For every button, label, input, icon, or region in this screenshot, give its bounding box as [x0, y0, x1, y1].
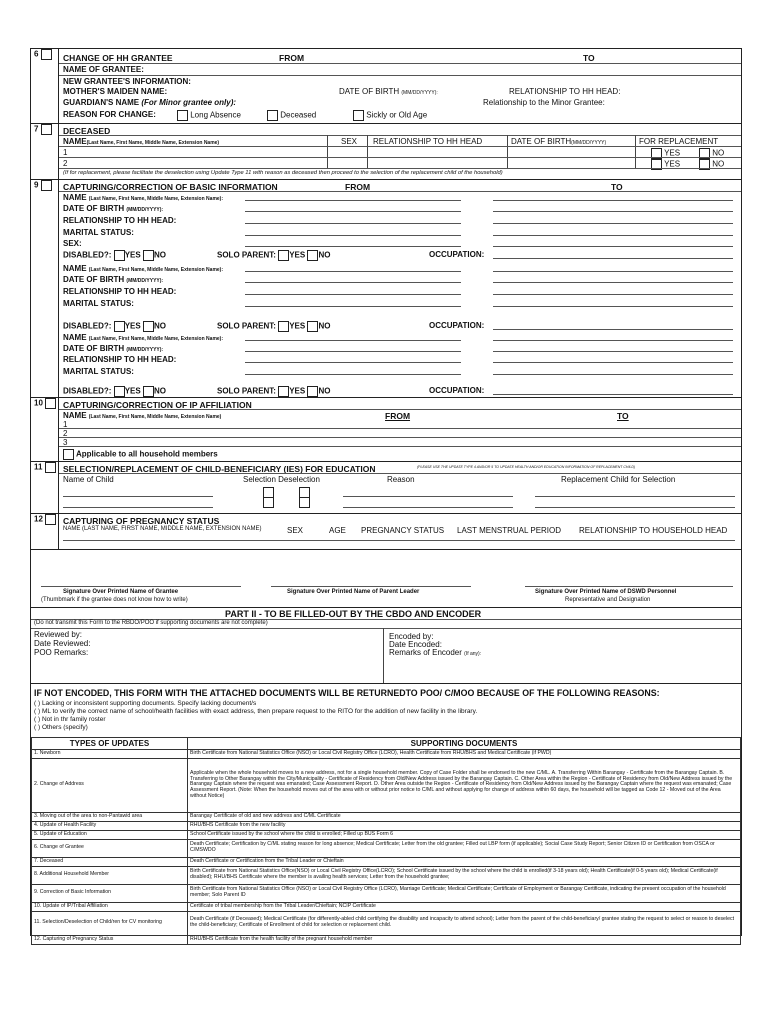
dswd-designation-label: Representative and Designation [565, 597, 651, 603]
return-reason-2[interactable]: ( ) ML to verify the correct name of school/health facilities with exact address, then prepare request to the RITO for the addition of new facility in the library. [34, 708, 478, 715]
sickly-option[interactable]: Sickly or Old Age [353, 110, 427, 121]
marital-label: MARITAL STATUS: [63, 228, 134, 237]
from-label: FROM [345, 182, 371, 192]
to-label: TO [617, 411, 629, 421]
section-title: CAPTURING OF PREGNANCY STATUS [63, 516, 220, 526]
name-label: NAME (Last Name, First Name, Middle Name, Extension Name): [63, 333, 223, 342]
section-9-checkbox[interactable] [41, 180, 52, 191]
return-reason-4[interactable]: ( ) Others (specify) [34, 724, 88, 731]
dob-label: DATE OF BIRTH (MM/DD/YYYY): [63, 204, 164, 213]
rel-label: RELATIONSHIP TO HH HEAD: [63, 355, 177, 364]
part-2-note: (Do not transmit this Form to the RBDO/POO if supporting documents are not complete) [34, 620, 268, 626]
section-11 [31, 461, 741, 514]
rel-label: RELATIONSHIP TO HH HEAD: [63, 287, 177, 296]
replace-no-2[interactable]: NO [699, 159, 724, 170]
documents-header: SUPPORTING DOCUMENTS [188, 738, 741, 750]
section-number: 6 [31, 49, 59, 123]
solo-parent-label: SOLO PARENT: YES NO [217, 321, 331, 331]
row-2: 2 [63, 429, 68, 438]
replace-yes-2[interactable]: YES [651, 159, 680, 170]
deselection-checkbox[interactable] [299, 497, 310, 508]
return-reason-3[interactable]: ( ) Not in thr family roster [34, 716, 106, 723]
age-header: AGE [329, 526, 346, 535]
section-note: (PLEASE USE THE UPDATE TYPE 4 AND/OR 5 TO UPDATE HEALTH AND/OR EDUCATION INFORMATION OF REPLACEMENT CHILD) [417, 465, 636, 469]
rel-header: RELATIONSHIP TO HH HEAD [373, 137, 483, 146]
disabled-label: DISABLED?: YES NO [63, 386, 166, 396]
table-row: 10. Update of IP/Tribal Affiliation Certificate of tribal membership from the Tribal Leader/Chieftain; NCIP Certificate [32, 902, 741, 911]
table-row: 9. Correction of Basic Information Birth Certificate from National Statistics Office (NSO) or Local Civil Registry Office (LCRO), Marriage Certificate; Medical Certificate; Certificate of Employment or Barangay Certificate, indicating the present occupation of the household member; Solo Parent ID [32, 884, 741, 902]
section-number: 9 [31, 180, 59, 398]
section-11-checkbox[interactable] [45, 462, 56, 473]
section-12 [31, 513, 741, 550]
grantee-thumbmark-note: (Thumbmark if the grantee does not know how to write) [41, 597, 188, 603]
name-label: NAME (Last Name, First Name, Middle Name, Extension Name) [63, 411, 222, 420]
dob-header: DATE OF BIRTH(MM/DD/YYYY) [511, 137, 607, 146]
rel-minor-label: Relationship to the Minor Grantee: [483, 98, 605, 107]
name-of-grantee-label: NAME OF GRANTEE: [63, 65, 144, 74]
section-title: DECEASED [63, 126, 111, 136]
supporting-documents-table [31, 737, 741, 945]
selection-header: Selection Deselection [243, 475, 320, 484]
guardian-label: GUARDIAN'S NAME (For Minor grantee only): [63, 98, 237, 107]
from-label: FROM [279, 53, 305, 63]
signature-area [31, 549, 741, 608]
replacement-header: FOR REPLACEMENT [639, 137, 719, 146]
section-10-checkbox[interactable] [45, 398, 56, 409]
grantee-signature-label: Signature Over Printed Name of Grantee [63, 589, 179, 595]
reason-header: Reason [387, 475, 415, 484]
return-reason-1[interactable]: ( ) Lacking or inconsistent supporting documents. Specify lacking document/s [34, 700, 257, 707]
row-2: 2 [63, 159, 68, 168]
row-1: 1 [63, 148, 68, 157]
row-1: 1 [63, 420, 68, 429]
reviewed-by-label: Reviewed by: [34, 630, 83, 639]
dob-label: DATE OF BIRTH (MM/DD/YYYY): [63, 275, 164, 284]
occupation-label: OCCUPATION: [429, 321, 485, 330]
rel-hh-label: RELATIONSHIP TO HH HEAD: [509, 87, 621, 96]
table-row: 2. Change of Address Applicable when the whole household moves to a new address, not for a single household member. Copy of Case Folder shall be endorsed to the new C/ML. A. Transferring Within Barangay - Certificate from the Barangay Captain. B. Transferring to Other Barangay within the City/Municipality - Certificate of Residency from Old/New Address issued by the Barangay Captain. C. Other Area within the Region - Certificate of Residency from Old/New Address issued by the Barangay Captain where the request was emanated; Case Assessment Report. D. Other Area outside the Region - Certificate of Residency from Old/New Address issued by the Barangay Captain where the request was emanated; Case Assessment Report. (Note: When the household moves out of the area with or without prior notice to C/ML and without applying for change of address within 60 days, the household will be tagged as Code 12 - Moved out of the Area without Notice) [32, 758, 741, 812]
table-row: 12. Capturing of Pregnancy Status RHU/BHS Certificate from the health facility of the pregnant household member [32, 935, 741, 944]
section-number: 7 [31, 124, 59, 180]
remarks-encoder-label: Remarks of Encoder (If any): [389, 648, 482, 657]
marital-label: MARITAL STATUS: [63, 299, 134, 308]
section-title: CAPTURING/CORRECTION OF BASIC INFORMATION [63, 182, 278, 192]
name-label: NAME (Last Name, First Name, Middle Name, Extension Name): [63, 264, 223, 273]
to-label: TO [583, 53, 595, 63]
long-absence-option[interactable]: Long Absence [177, 110, 241, 121]
section-6-checkbox[interactable] [41, 49, 52, 60]
return-reasons [31, 683, 741, 738]
solo-parent-label: SOLO PARENT: YES NO [217, 250, 331, 260]
section-number: 10 [31, 398, 59, 462]
date-encoded-label: Date Encoded: [389, 640, 442, 649]
row-3: 3 [63, 438, 68, 447]
types-header: TYPES OF UPDATES [32, 738, 188, 750]
section-title: SELECTION/REPLACEMENT OF CHILD-BENEFICIARY (IES) FOR EDUCATION [63, 464, 376, 474]
section-10 [31, 397, 741, 462]
replacement-note: (If for replacement, please facilitate the deselection using Update Type 11 with reason as deceased then proceed to the selection of the replacement child of the household) [63, 170, 503, 176]
dswd-signature-label: Signature Over Printed Name of DSWD Personnel [535, 589, 677, 595]
poo-remarks-label: POO Remarks: [34, 648, 89, 657]
dob-label: DATE OF BIRTH (MM/DD/YYYY): [63, 344, 164, 353]
table-row: 1. Newborn Birth Certificate from National Statistics Office (NSO) or Local Civil Registry Office (LCRO), Health Certificate from RHU/BHS and Medical Certificate (if PWD) [32, 750, 741, 759]
update-form-page [30, 48, 742, 942]
name-header: NAME(Last Name, First Name, Middle Name, Extension Name) [63, 137, 220, 146]
disabled-label: DISABLED?: YES NO [63, 321, 166, 331]
part-2 [31, 607, 741, 684]
dob-label: DATE OF BIRTH (MM/DD/YYYY): [339, 87, 438, 96]
replace-no-1[interactable]: NO [699, 148, 724, 159]
sex-label: SEX: [63, 239, 82, 248]
marital-label: MARITAL STATUS: [63, 367, 134, 376]
replacement-header: Replacement Child for Selection [561, 475, 676, 484]
selection-checkbox[interactable] [263, 497, 274, 508]
table-row: 3. Moving out of the area to non-Pantawid area Barangay Certificate of old and new address and C/ML Certificate [32, 812, 741, 821]
to-label: TO [611, 182, 623, 192]
table-row: 6. Change of Grantee Death Certificate; Certification by C/ML stating reason for long absence; Medical Certificate; Letter from the old grantee; Filled out LBP form (if applicable); Social Case Study Report; Senior Citizen ID or Certification from OSCA or C/MSWDO [32, 839, 741, 857]
section-7 [31, 123, 741, 180]
sex-header: SEX [341, 137, 358, 146]
table-row: 8. Additional Household Member Birth Certificate from National Statistics Office(NSO) or Local Civil Registry Office(LCRO); School Certificate issued by the school where the child is enrolled(if 3-18 years old); Health Certificate(if 0-5 years old); Medical Certificate(if disabled); RHU/BHS Certificate where the member is availing health services; Letter from the household grantee; [32, 866, 741, 884]
disabled-label: DISABLED?: YES NO [63, 250, 166, 260]
rel-label: RELATIONSHIP TO HH HEAD: [63, 216, 177, 225]
section-title: CAPTURING/CORRECTION OF IP AFFILIATION [63, 400, 252, 410]
from-label: FROM [385, 411, 411, 421]
section-7-checkbox[interactable] [41, 124, 52, 135]
section-12-checkbox[interactable] [45, 514, 56, 525]
table-header-row [32, 738, 741, 750]
section-6 [31, 49, 741, 123]
sex-header: SEX [287, 526, 304, 535]
lmp-header: LAST MENSTRUAL PERIOD [457, 526, 562, 535]
name-label: NAME (Last Name, First Name, Middle Name, Extension Name): [63, 193, 223, 202]
leader-signature-label: Signature Over Printed Name of Parent Leader [287, 589, 420, 595]
occupation-label: OCCUPATION: [429, 250, 485, 259]
rel-header: RELATIONSHIP TO HOUSEHOLD HEAD [579, 526, 728, 535]
table-row: 4. Update of Health Facility RHU/BHS Certificate from the new facility [32, 821, 741, 830]
name-header: NAME (LAST NAME, FIRST NAME, MIDDLE NAME, EXTENSION NAME) [63, 526, 262, 532]
table-row: 11. Selection/Deselection of Child/ren for CV monitoring Death Certificate (if Deceased); Medical Certificate (for differently-abled child certifying the disability and incapacity to attend school); Letter from the parent of the child-beneficiary/ grantee stating the request to select or reason to deselect the child-beneficiary; Certificate of Enrollment of child for selection or replacement child. [32, 911, 741, 935]
pregnancy-header: PREGNANCY STATUS [361, 526, 445, 535]
part-2-title: PART II - TO BE FILLED-OUT BY THE CBDO AND ENCODER [225, 609, 482, 619]
replace-yes-1[interactable]: YES [651, 148, 680, 159]
reason-label: REASON FOR CHANGE: [63, 110, 156, 119]
occupation-label: OCCUPATION: [429, 386, 485, 395]
section-9 [31, 179, 741, 398]
table-row: 7. Deceased Death Certificate or Certification from the Tribal Leader or Chieftain [32, 857, 741, 866]
section-number: 11 [31, 462, 59, 514]
applicable-all-checkbox[interactable]: Applicable to all household members [63, 449, 218, 460]
child-header: Name of Child [63, 475, 114, 484]
deceased-option[interactable]: Deceased [267, 110, 316, 121]
new-grantee-info-label: NEW GRANTEE'S INFORMATION: [63, 77, 191, 86]
solo-parent-label: SOLO PARENT: YES NO [217, 386, 331, 396]
section-title: CHANGE OF HH GRANTEE [63, 53, 173, 63]
date-reviewed-label: Date Reviewed: [34, 639, 91, 648]
encoded-by-label: Encoded by: [389, 632, 434, 641]
return-title: IF NOT ENCODED, THIS FORM WITH THE ATTACHED DOCUMENTS WILL BE RETURNEDTO POO/ C/MOO BECAUSE OF THE FOLLOWING REASONS: [34, 688, 660, 698]
mothers-maiden-label: MOTHER'S MAIDEN NAME: [63, 87, 168, 96]
section-number: 12 [31, 514, 59, 550]
table-row: 5. Update of Education School Certificate issued by the school where the child is enrolled; Filled up BUS Form 6 [32, 830, 741, 839]
